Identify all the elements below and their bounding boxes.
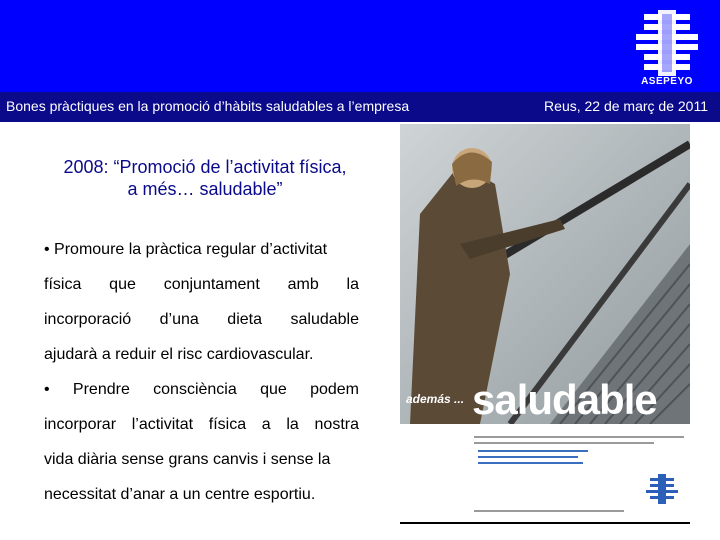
slide-title-line-2: a més… saludable” xyxy=(127,179,283,199)
body-line: • Promoure la pràctica regular d’activitat xyxy=(44,241,328,258)
slide-body xyxy=(44,232,359,512)
body-line: ajudarà a reduir el risc cardiovascular. xyxy=(44,346,314,363)
poster-big-text: saludable xyxy=(472,376,657,423)
escalator-photo xyxy=(400,124,690,524)
body-line: incorporar l’activitat física a la nostra xyxy=(44,416,359,433)
logo-text: ASEPEYO xyxy=(641,76,693,87)
poster-small-text: además ... xyxy=(406,392,465,406)
body-line: necessitat d’anar a un centre esportiu. xyxy=(44,486,316,503)
body-line: física que conjuntament amb la xyxy=(44,276,359,293)
body-line: vida diària sense grans canvis i sense la xyxy=(44,451,331,468)
presentation-title: Bones pràctiques en la promoció d’hàbits saludables a l’empresa xyxy=(6,98,410,114)
date-location: Reus, 22 de març de 2011 xyxy=(544,98,708,114)
body-line: incorporació d’una dieta saludable xyxy=(44,311,359,328)
poster-logo-icon xyxy=(646,474,678,510)
asepeyo-logo xyxy=(636,10,698,90)
slide-title-line-1: 2008: “Promoció de l’activitat física, xyxy=(63,157,347,177)
body-line: • Prendre consciència que podem xyxy=(44,381,359,398)
slide-title xyxy=(40,156,370,200)
poster-caption xyxy=(400,424,690,524)
logo-cross-icon xyxy=(636,10,698,76)
header-bar xyxy=(0,92,720,122)
poster-bottom-rule xyxy=(400,522,690,524)
